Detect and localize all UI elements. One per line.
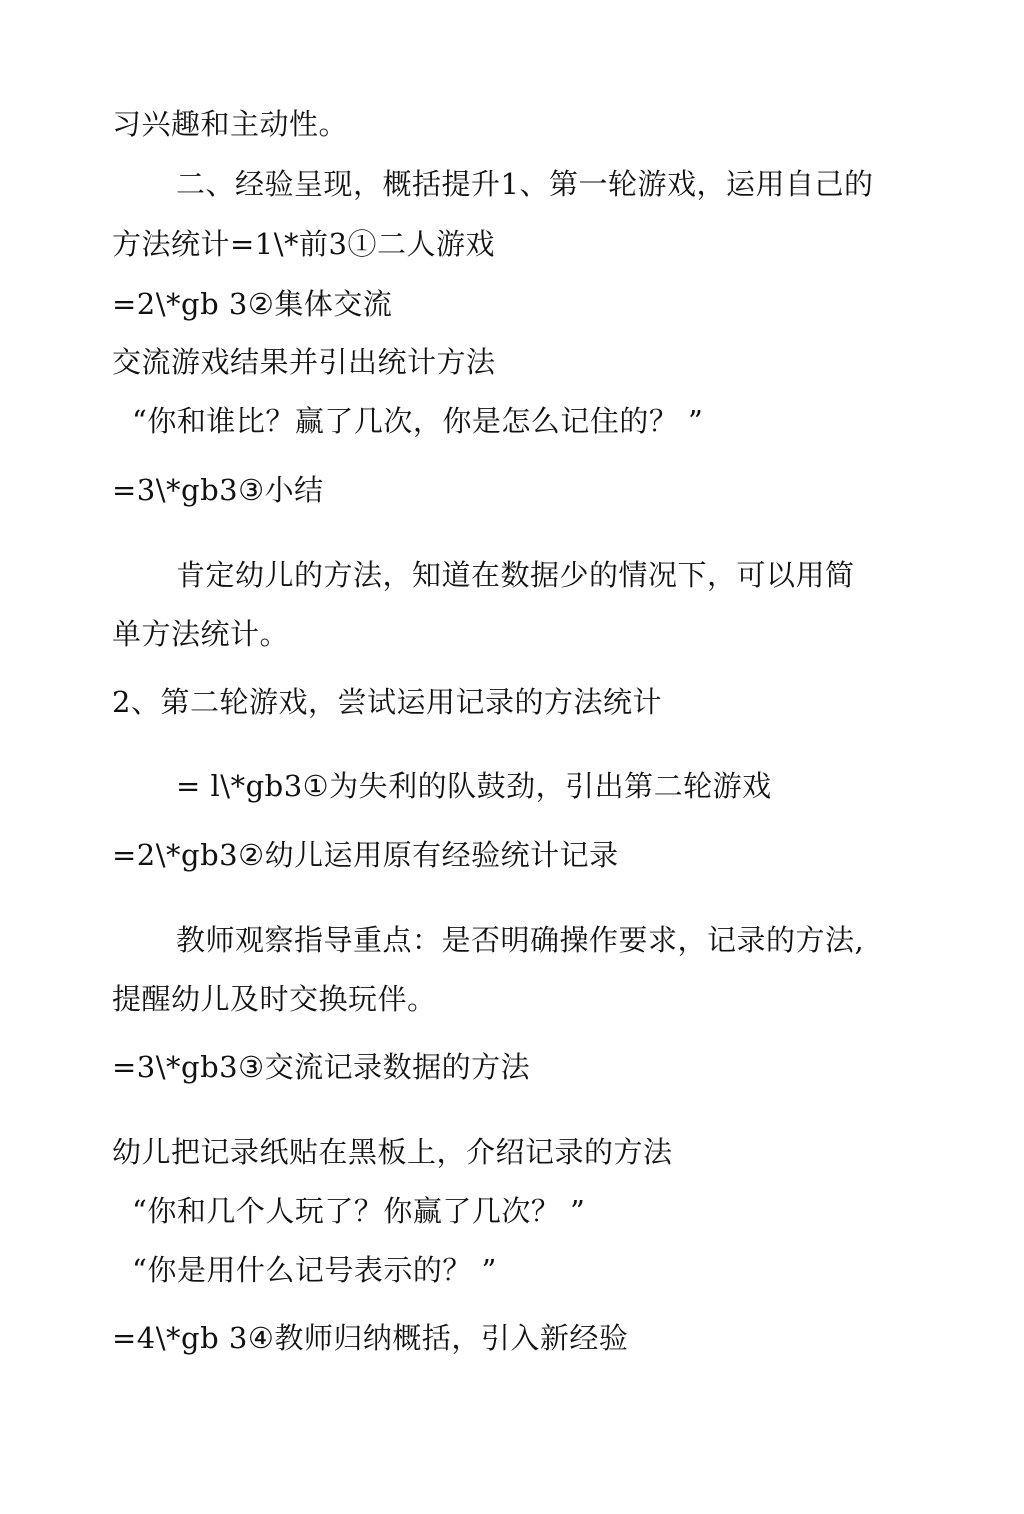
text-line-3: 方法统计=1\*前3①二人游戏 xyxy=(112,227,495,261)
text-line-13: 教师观察指导重点：是否明确操作要求，记录的方法, xyxy=(176,923,865,957)
text-line-16: 幼儿把记录纸贴在黑板上，介绍记录的方法 xyxy=(112,1135,673,1169)
text-line-12: =2\*gb3②幼儿运用原有经验统计记录 xyxy=(112,838,619,872)
quote-line-3: “你是用什么记号表示的？ ” xyxy=(132,1253,497,1287)
text-line-7: =3\*gb3③小结 xyxy=(112,473,324,507)
quote-line-2: “你和几个人玩了？你赢了几次？ ” xyxy=(132,1194,586,1228)
text-line-4: =2\*gb 3②集体交流 xyxy=(112,287,393,321)
text-line-8: 肯定幼儿的方法，知道在数据少的情况下，可以用简 xyxy=(176,558,855,592)
text-line-19: =4\*gb 3④教师归纳概括，引入新经验 xyxy=(112,1321,629,1355)
text-line-11: = l\*gb3①为失利的队鼓劲，引出第二轮游戏 xyxy=(176,769,772,803)
text-line-9: 单方法统计。 xyxy=(112,617,290,651)
text-line-14: 提醒幼儿及时交换玩伴。 xyxy=(112,982,437,1016)
quote-line-1: “你和谁比？赢了几次，你是怎么记住的？ ” xyxy=(132,404,704,438)
text-line-5: 交流游戏结果并引出统计方法 xyxy=(112,345,496,379)
text-line-1: 习兴趣和主动性。 xyxy=(112,107,349,141)
section-heading-2: 二、经验呈现，概括提升1、第一轮游戏，运用自己的 xyxy=(176,167,874,201)
text-line-15: =3\*gb3③交流记录数据的方法 xyxy=(112,1050,531,1084)
section-heading-10: 2、第二轮游戏，尝试运用记录的方法统计 xyxy=(112,685,662,719)
